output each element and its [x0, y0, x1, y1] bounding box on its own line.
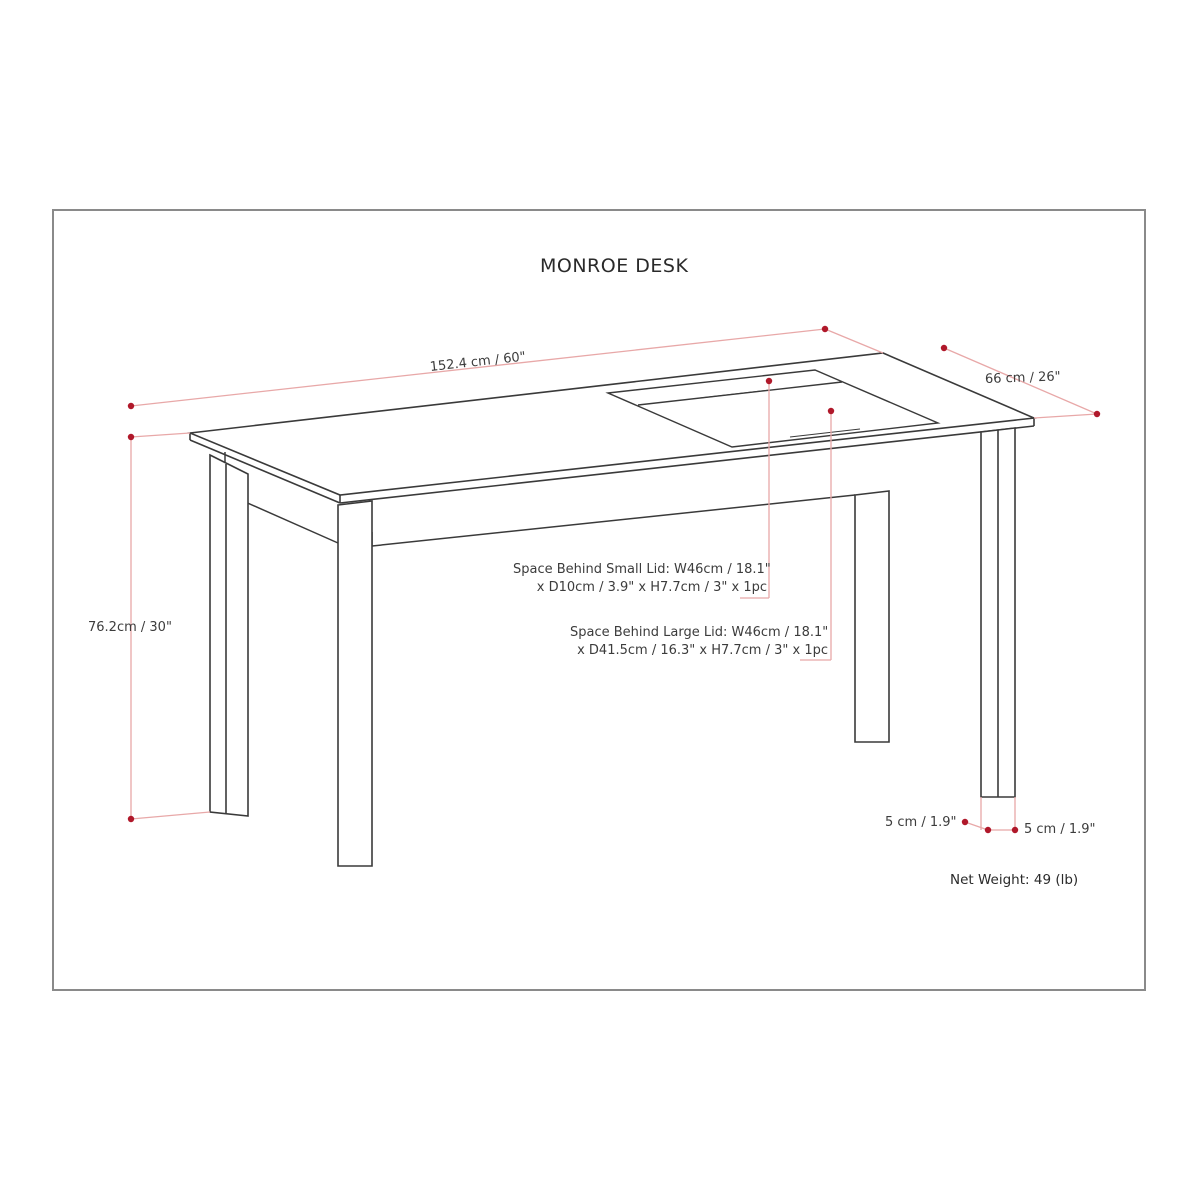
large-lid-label-line1: Space Behind Large Lid: W46cm / 18.1"	[570, 625, 829, 640]
leg-width-label: 5 cm / 1.9"	[1024, 822, 1096, 837]
height-dimension-label: 76.2cm / 30"	[88, 620, 172, 635]
small-lid-label-line1: Space Behind Small Lid: W46cm / 18.1"	[513, 562, 771, 577]
large-lid-label-line2: x D41.5cm / 16.3" x H7.7cm / 3" x 1pc	[577, 643, 828, 658]
leg-back-right	[855, 491, 889, 742]
leg-front-left	[338, 501, 372, 866]
leg-depth-dimension-line	[965, 822, 988, 830]
leg-back-left	[210, 455, 248, 816]
leg-depth-label: 5 cm / 1.9"	[885, 815, 957, 830]
net-weight-label: Net Weight: 49 (lb)	[950, 872, 1079, 888]
small-lid-label-line2: x D10cm / 3.9" x H7.7cm / 3" x 1pc	[536, 580, 767, 595]
width-dimension-label: 152.4 cm / 60"	[429, 349, 527, 375]
diagram-title: MONROE DESK	[540, 255, 689, 277]
desk-top	[190, 353, 1034, 503]
depth-dimension-label: 66 cm / 26"	[984, 369, 1061, 387]
